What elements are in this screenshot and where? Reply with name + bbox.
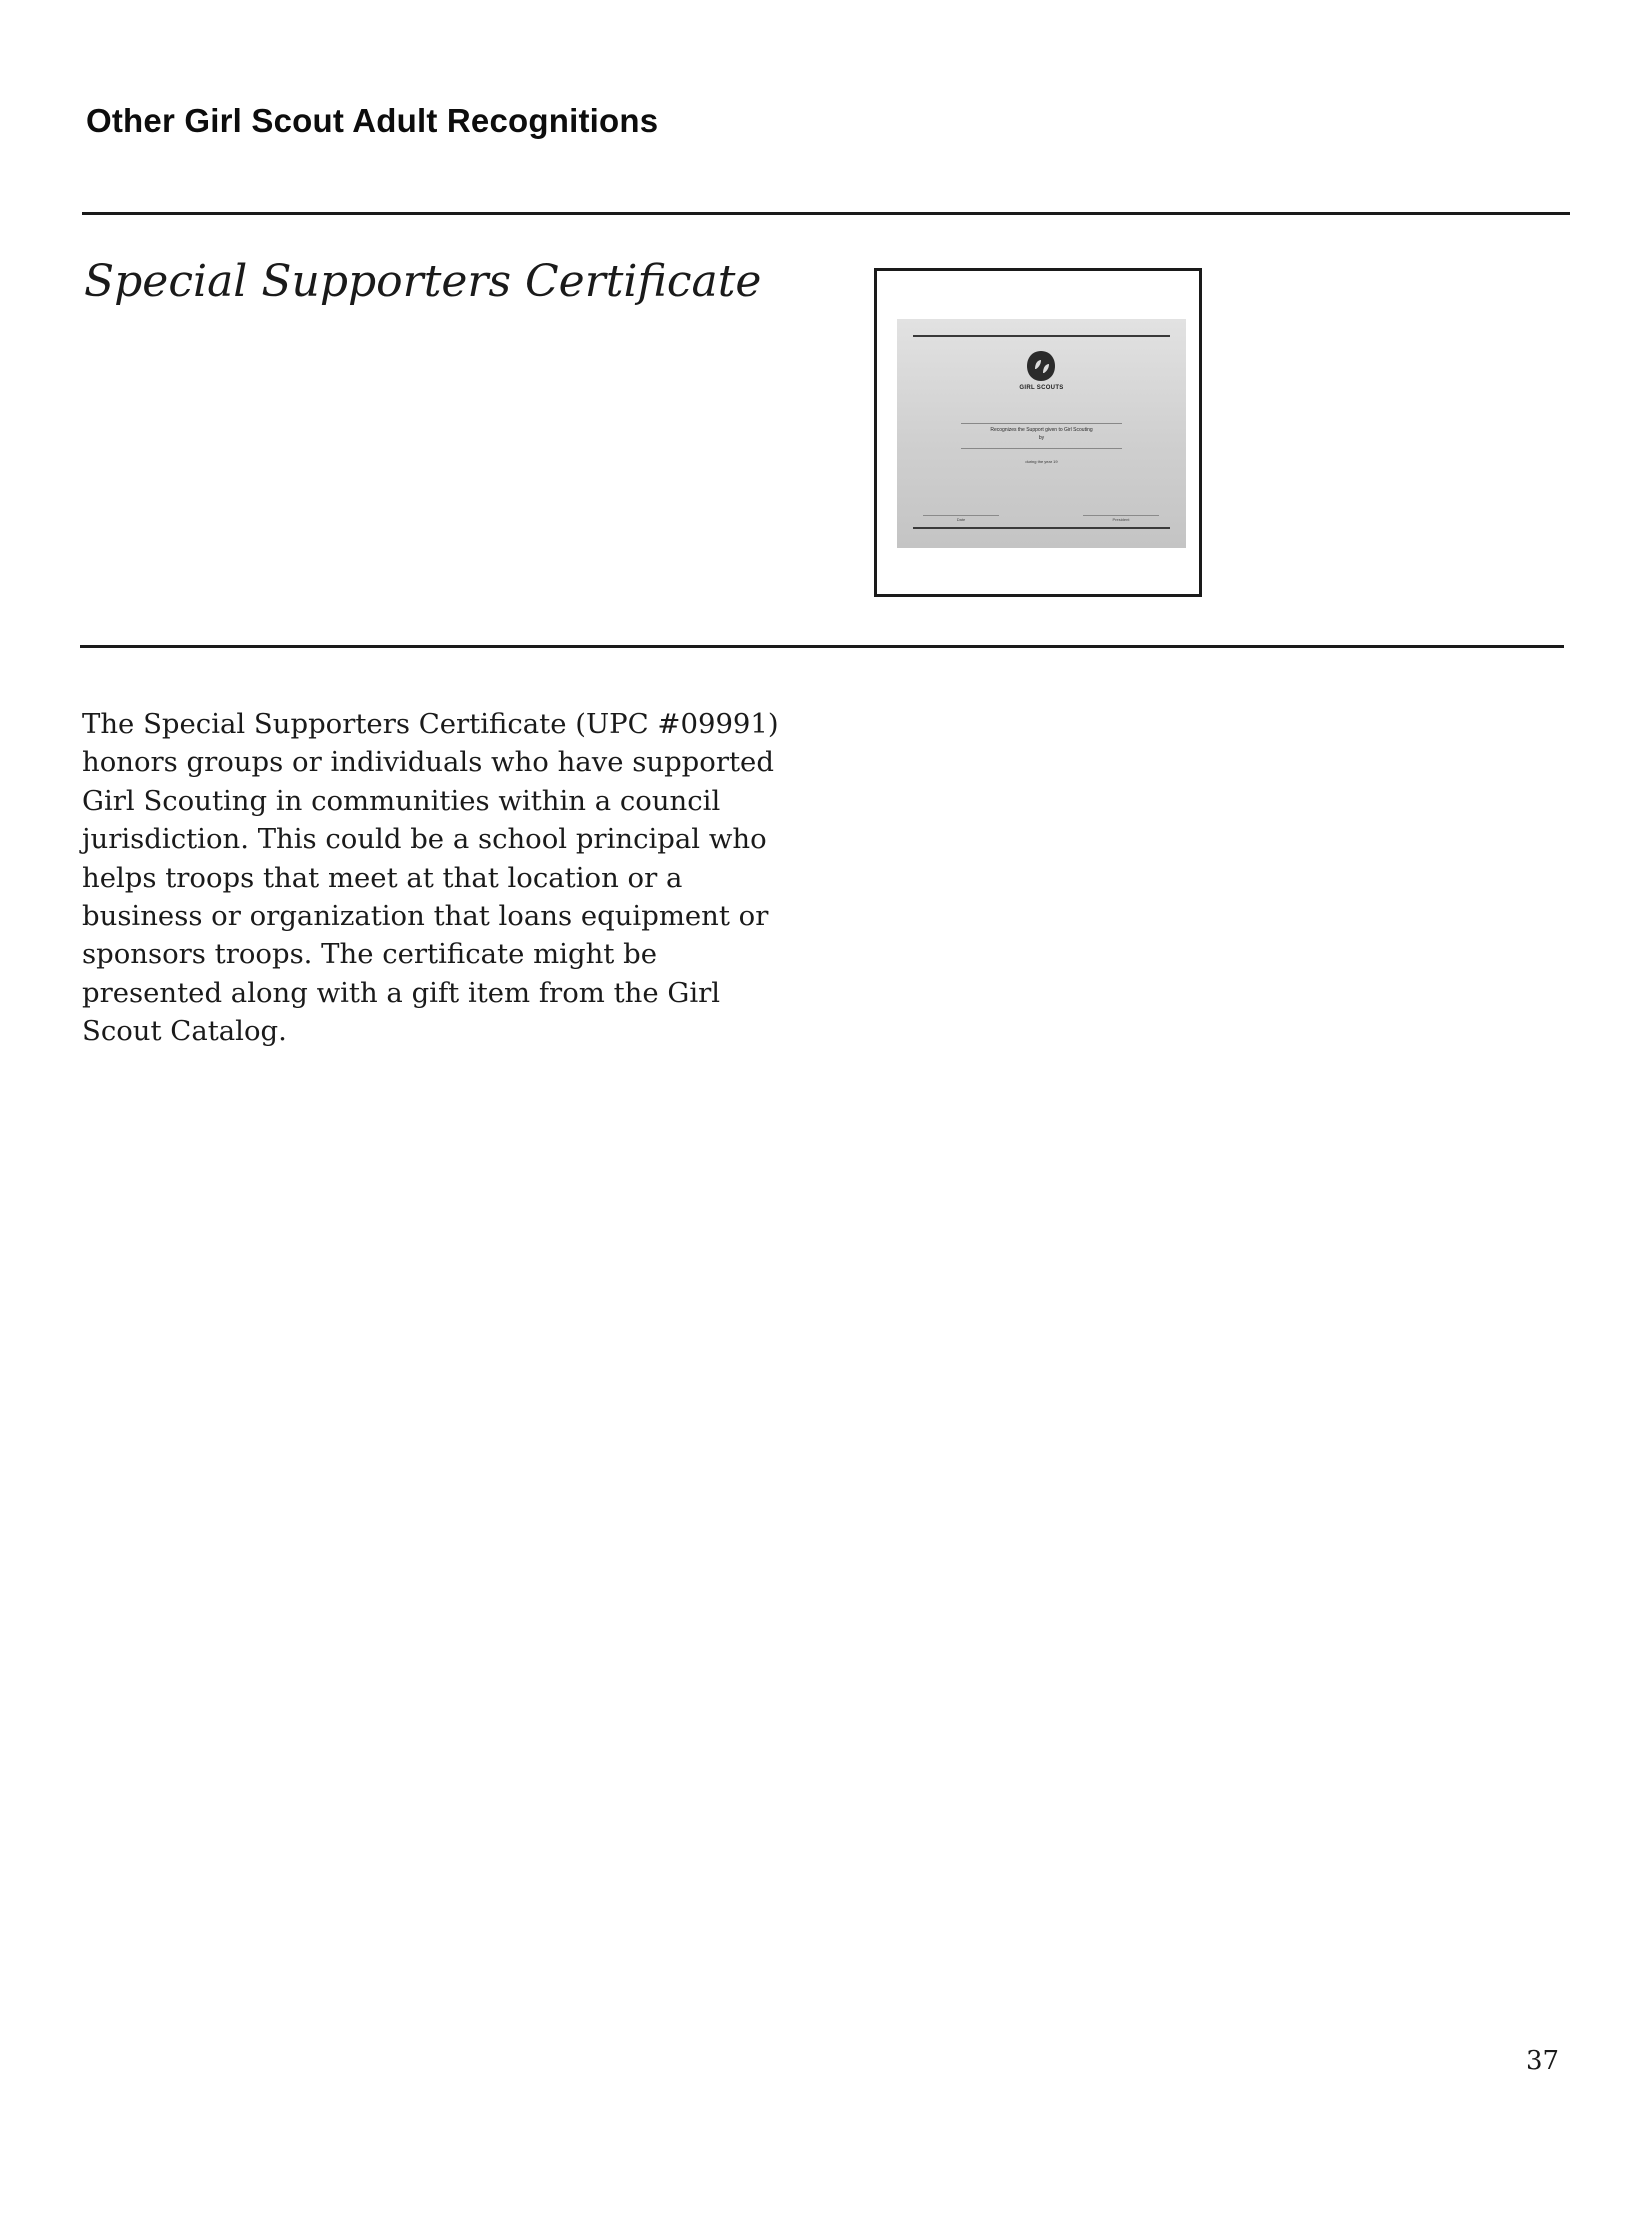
certificate-date-label: Date <box>923 515 999 522</box>
trefoil-logo-icon <box>1024 349 1058 383</box>
page-title: Special Supporters Certificate <box>84 256 762 307</box>
certificate-bottom-line <box>913 527 1170 529</box>
certificate-figure <box>874 268 1202 597</box>
certificate-photo <box>897 319 1186 548</box>
top-divider <box>82 212 1570 215</box>
certificate-during-line: during the year 19 <box>1025 459 1058 464</box>
certificate-president-label: President <box>1083 515 1159 522</box>
section-header: Other Girl Scout Adult Recognitions <box>86 102 659 139</box>
page-number: 37 <box>1526 2046 1560 2076</box>
certificate-top-line <box>913 335 1170 337</box>
certificate-by-line: by <box>1038 435 1045 441</box>
certificate-brand: GIRL SCOUTS <box>1019 385 1064 391</box>
certificate-recognition-line: Recognizes the Support given to Girl Scouting <box>990 427 1093 433</box>
bottom-divider <box>80 645 1564 648</box>
description-paragraph: The Special Supporters Certificate (UPC #09991) honors groups or individuals who have supported Girl Scouting in communities within a council jurisdiction. This could be a school principal who helps troops that meet at that location or a business or organization that loans equipment or sponsors troops. The certificate might be presented along with a gift item from the Girl Scout Catalog. <box>82 708 779 1048</box>
